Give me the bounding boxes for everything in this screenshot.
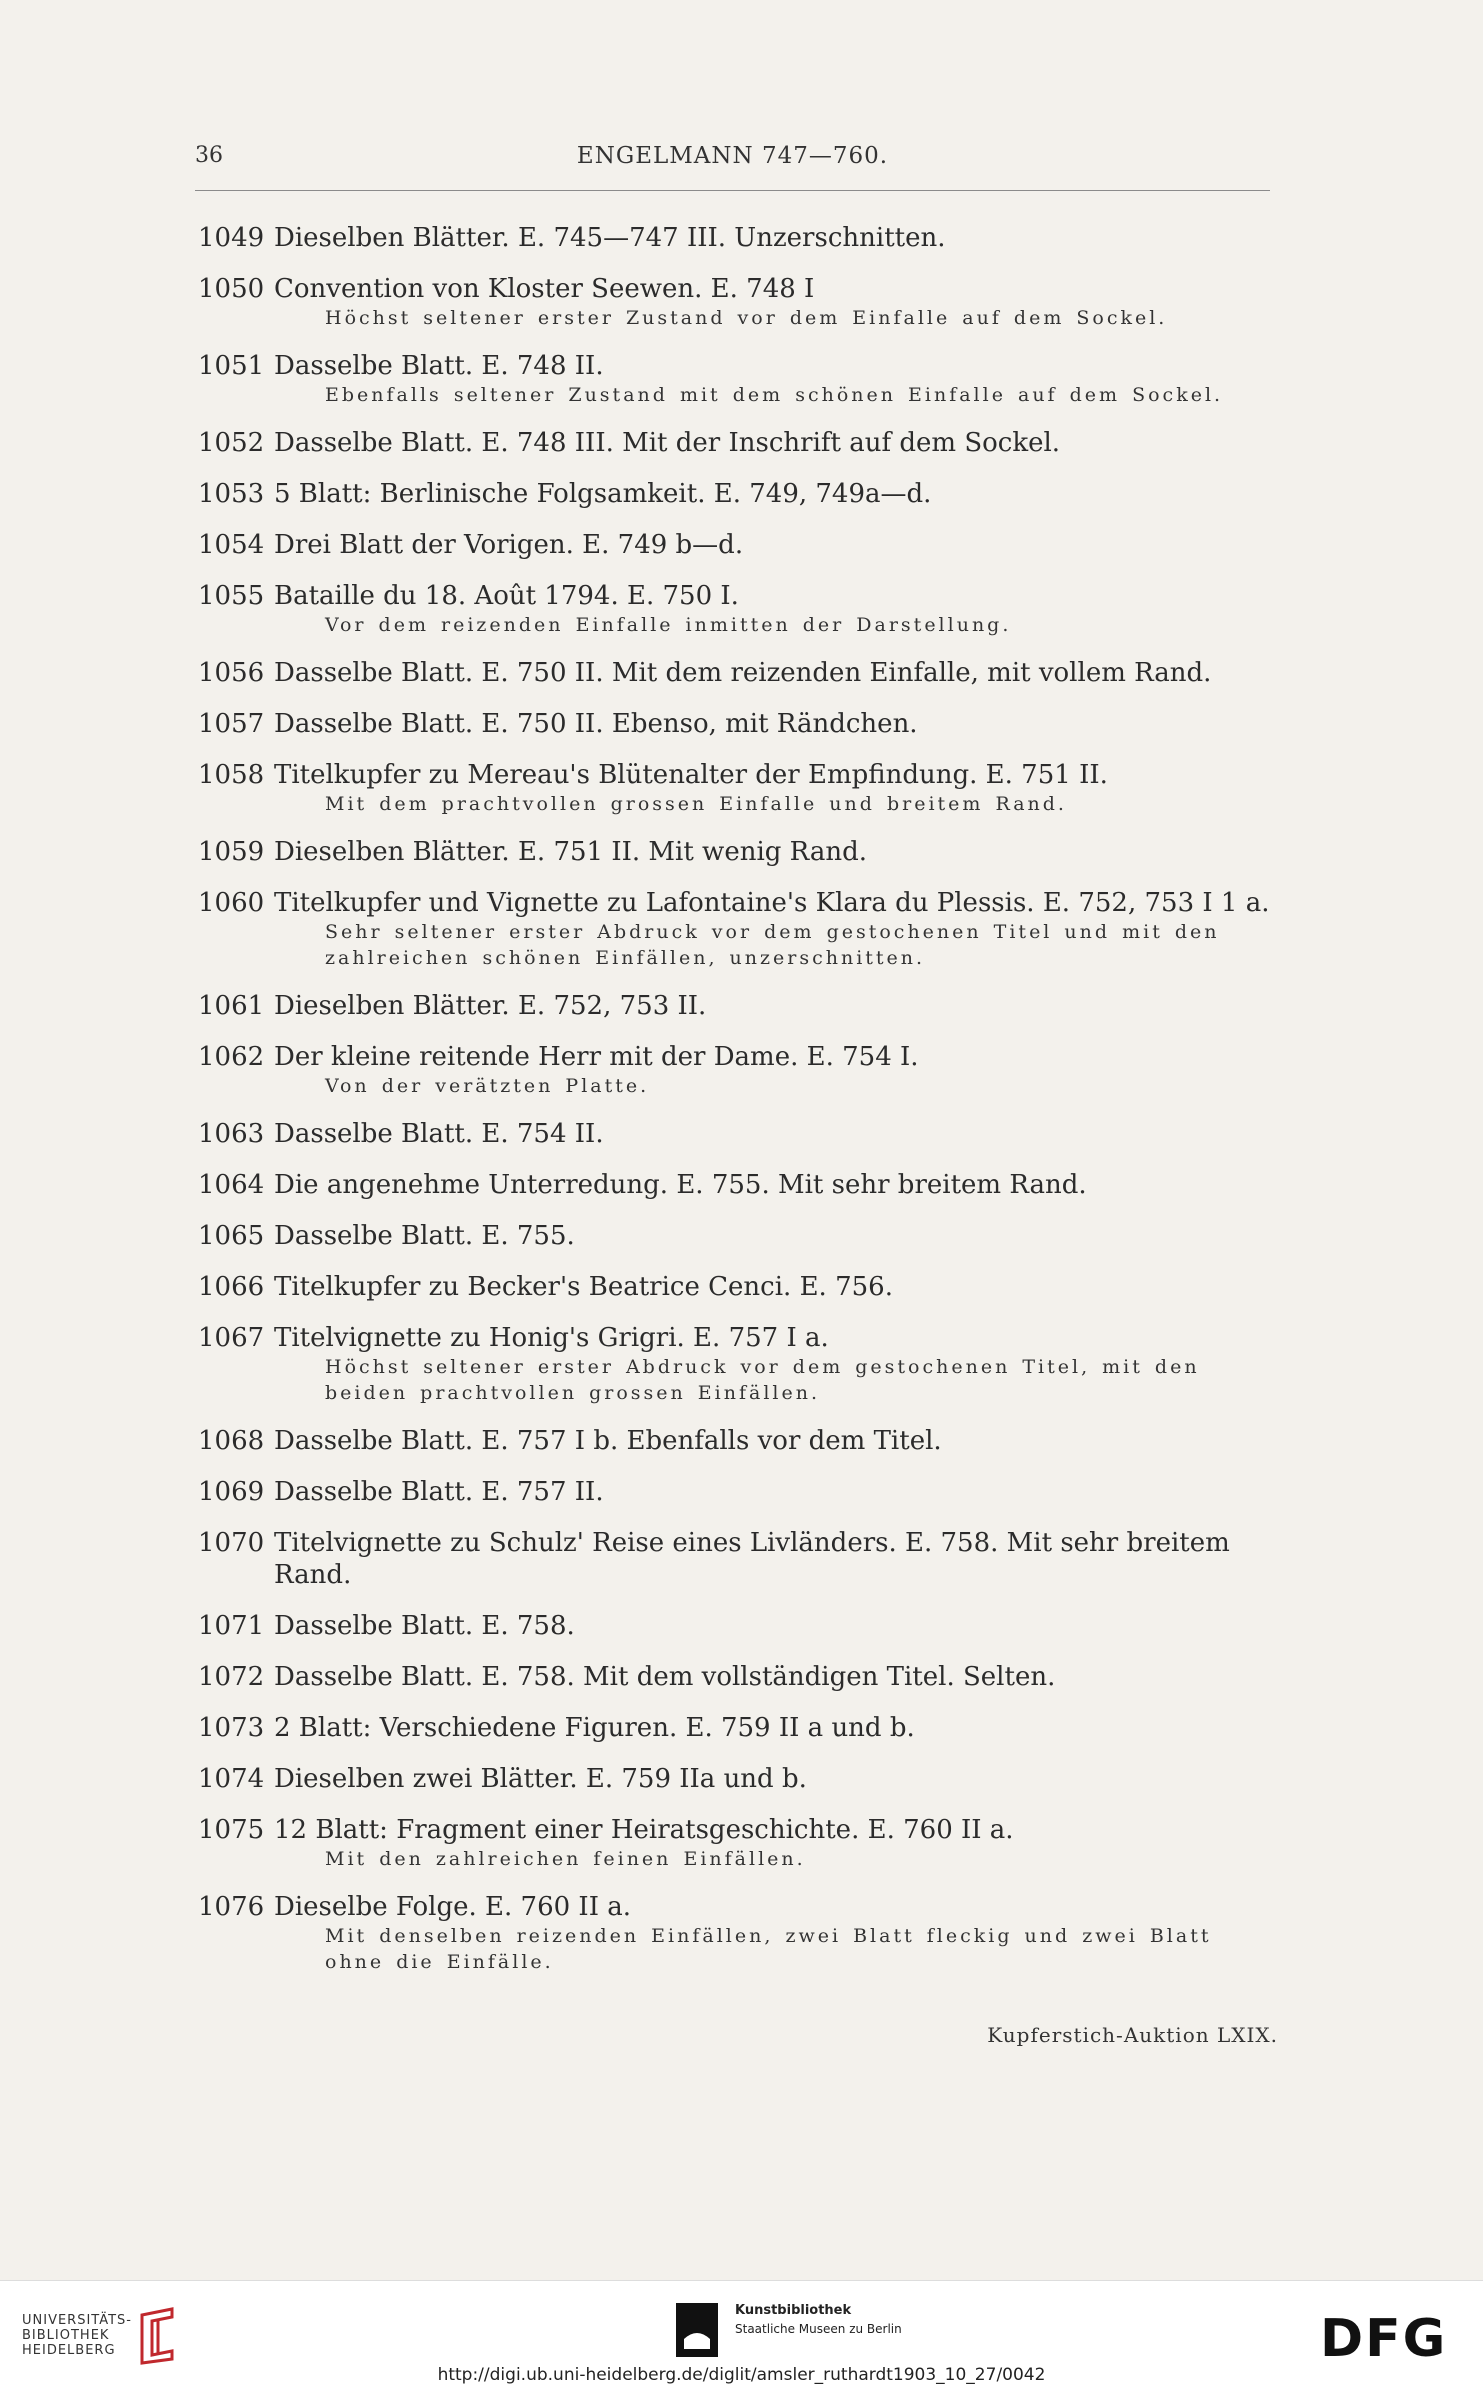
lot-number: 1076	[198, 1892, 265, 1922]
lot-entry	[198, 222, 1278, 254]
page-number: 36	[195, 143, 223, 168]
lot-description: Dieselbe Folge. E. 760 II a.	[274, 1892, 632, 1922]
lot-description: Dasselbe Blatt. E. 757 I b. Ebenfalls vor dem Titel.	[274, 1426, 942, 1456]
lot-entry	[198, 1610, 1278, 1642]
lot-number: 1065	[198, 1221, 265, 1251]
lot-entry	[198, 1712, 1278, 1744]
lot-description: Dasselbe Blatt. E. 754 II.	[274, 1119, 604, 1149]
lot-number: 1053	[198, 479, 265, 509]
page-header	[195, 143, 1270, 183]
kunstbibliothek-logo-icon	[676, 2303, 718, 2357]
lot-entry	[198, 1169, 1278, 1201]
lot-description: Dasselbe Blatt. E. 758. Mit dem vollständigen Titel. Selten.	[274, 1662, 1056, 1692]
lot-number: 1072	[198, 1662, 265, 1692]
lot-description: Dasselbe Blatt. E. 755.	[274, 1221, 575, 1251]
lot-description: Dieselben Blätter. E. 751 II. Mit wenig Rand.	[274, 837, 867, 867]
lot-note: Sehr seltener erster Abdruck vor dem gestochenen Titel und mit den zahlreichen schönen Einfällen, unzerschnitten.	[325, 921, 1220, 969]
lot-description: Dieselben Blätter. E. 752, 753 II.	[274, 991, 707, 1021]
lot-number: 1075	[198, 1815, 265, 1845]
lot-description: Dieselben zwei Blätter. E. 759 IIa und b.	[274, 1764, 807, 1794]
lot-note: Ebenfalls seltener Zustand mit dem schönen Einfalle auf dem Sockel.	[325, 384, 1224, 406]
lot-description: Die angenehme Unterredung. E. 755. Mit sehr breitem Rand.	[274, 1170, 1087, 1200]
lot-note: Mit dem prachtvollen grossen Einfalle und breitem Rand.	[325, 793, 1067, 815]
lot-number: 1060	[198, 888, 265, 918]
lot-number: 1074	[198, 1764, 265, 1794]
lot-number: 1067	[198, 1323, 265, 1353]
lot-entry	[198, 1527, 1278, 1591]
university-logo-icon	[138, 2305, 178, 2365]
lot-number: 1052	[198, 428, 265, 458]
lot-number: 1058	[198, 760, 265, 790]
university-library-name: UNIVERSITÄTS- BIBLIOTHEK HEIDELBERG	[22, 2313, 132, 2358]
lot-description: Bataille du 18. Août 1794. E. 750 I.	[274, 581, 739, 611]
lot-number: 1064	[198, 1170, 265, 1200]
source-url[interactable]: http://digi.ub.uni-heidelberg.de/diglit/amsler_ruthardt1903_10_27/0042	[437, 2365, 1046, 2385]
lot-entry	[198, 273, 1278, 331]
lot-entry	[198, 1271, 1278, 1303]
lot-entry	[198, 1220, 1278, 1252]
lot-entry	[198, 1891, 1278, 1975]
lot-description: Titelkupfer zu Becker's Beatrice Cenci. E. 756.	[274, 1272, 893, 1302]
lot-number: 1050	[198, 274, 265, 304]
catalogue-footer: Kupferstich-Auktion LXIX.	[987, 2023, 1278, 2047]
lot-number: 1049	[198, 223, 265, 253]
lot-note: Höchst seltener erster Zustand vor dem Einfalle auf dem Sockel.	[325, 307, 1168, 329]
lot-entry	[198, 1763, 1278, 1795]
lot-description: Titelvignette zu Honig's Grigri. E. 757 I a.	[274, 1323, 829, 1353]
lot-entry	[198, 350, 1278, 408]
header-rule	[195, 190, 1270, 191]
lot-entry	[198, 759, 1278, 817]
lot-entry	[198, 1425, 1278, 1457]
lot-entry	[198, 887, 1278, 971]
lot-description: Titelvignette zu Schulz' Reise eines Livländers. E. 758. Mit sehr breitem Rand.	[274, 1528, 1230, 1590]
lot-description: 2 Blatt: Verschiedene Figuren. E. 759 II a und b.	[274, 1713, 915, 1743]
lot-description: Drei Blatt der Vorigen. E. 749 b—d.	[274, 530, 744, 560]
lot-description: Dasselbe Blatt. E. 750 II. Mit dem reizenden Einfalle, mit vollem Rand.	[274, 658, 1212, 688]
lot-entry	[198, 708, 1278, 740]
lot-number: 1051	[198, 351, 265, 381]
lot-description: 5 Blatt: Berlinische Folgsamkeit. E. 749, 749a—d.	[274, 479, 932, 509]
lot-entry	[198, 529, 1278, 561]
lot-number: 1070	[198, 1528, 265, 1558]
lot-entry	[198, 990, 1278, 1022]
lot-number: 1061	[198, 991, 265, 1021]
lot-number: 1063	[198, 1119, 265, 1149]
lot-entry	[198, 1814, 1278, 1872]
lot-number: 1062	[198, 1042, 265, 1072]
lot-description: Titelkupfer zu Mereau's Blütenalter der Empfindung. E. 751 II.	[274, 760, 1108, 790]
lot-description: Dasselbe Blatt. E. 750 II. Ebenso, mit Rändchen.	[274, 709, 918, 739]
lot-entry	[198, 836, 1278, 868]
lot-description: Dasselbe Blatt. E. 757 II.	[274, 1477, 604, 1507]
lot-entry	[198, 1476, 1278, 1508]
lot-list	[198, 222, 1278, 1994]
lot-description: 12 Blatt: Fragment einer Heiratsgeschichte. E. 760 II a.	[274, 1815, 1014, 1845]
lot-number: 1069	[198, 1477, 265, 1507]
lot-note: Mit den zahlreichen feinen Einfällen.	[325, 1848, 806, 1870]
running-title: ENGELMANN 747—760.	[576, 143, 889, 169]
lot-number: 1054	[198, 530, 265, 560]
lot-note: Von der verätzten Platte.	[325, 1075, 650, 1097]
lot-number: 1066	[198, 1272, 265, 1302]
lot-entry	[198, 478, 1278, 510]
dfg-logo: DFG	[1320, 2309, 1448, 2369]
lot-description: Titelkupfer und Vignette zu Lafontaine's Klara du Plessis. E. 752, 753 I 1 a.	[274, 888, 1270, 918]
lot-number: 1073	[198, 1713, 265, 1743]
lot-number: 1071	[198, 1611, 265, 1641]
lot-number: 1059	[198, 837, 265, 867]
lot-number: 1055	[198, 581, 265, 611]
lot-number: 1056	[198, 658, 265, 688]
lot-entry	[198, 1661, 1278, 1693]
lot-description: Dasselbe Blatt. E. 748 II.	[274, 351, 604, 381]
lot-entry	[198, 1322, 1278, 1406]
lot-description: Der kleine reitende Herr mit der Dame. E. 754 I.	[274, 1042, 919, 1072]
lot-number: 1068	[198, 1426, 265, 1456]
kunstbibliothek-text: Kunstbibliothek Staatliche Museen zu Berlin	[735, 2303, 902, 2336]
lot-description: Convention von Kloster Seewen. E. 748 I	[274, 274, 815, 304]
lot-number: 1057	[198, 709, 265, 739]
lot-description: Dasselbe Blatt. E. 758.	[274, 1611, 575, 1641]
lot-entry	[198, 1041, 1278, 1099]
lot-note: Höchst seltener erster Abdruck vor dem gestochenen Titel, mit den beiden prachtvollen grossen Einfällen.	[325, 1356, 1200, 1404]
lot-note: Mit denselben reizenden Einfällen, zwei Blatt fleckig und zwei Blatt ohne die Einfälle.	[325, 1925, 1212, 1973]
lot-description: Dieselben Blätter. E. 745—747 III. Unzerschnitten.	[274, 223, 946, 253]
digitization-footer	[0, 2280, 1483, 2390]
lot-entry	[198, 657, 1278, 689]
lot-note: Vor dem reizenden Einfalle inmitten der Darstellung.	[325, 614, 1012, 636]
lot-entry	[198, 580, 1278, 638]
lot-description: Dasselbe Blatt. E. 748 III. Mit der Inschrift auf dem Sockel.	[274, 428, 1061, 458]
lot-entry	[198, 1118, 1278, 1150]
lot-entry	[198, 427, 1278, 459]
